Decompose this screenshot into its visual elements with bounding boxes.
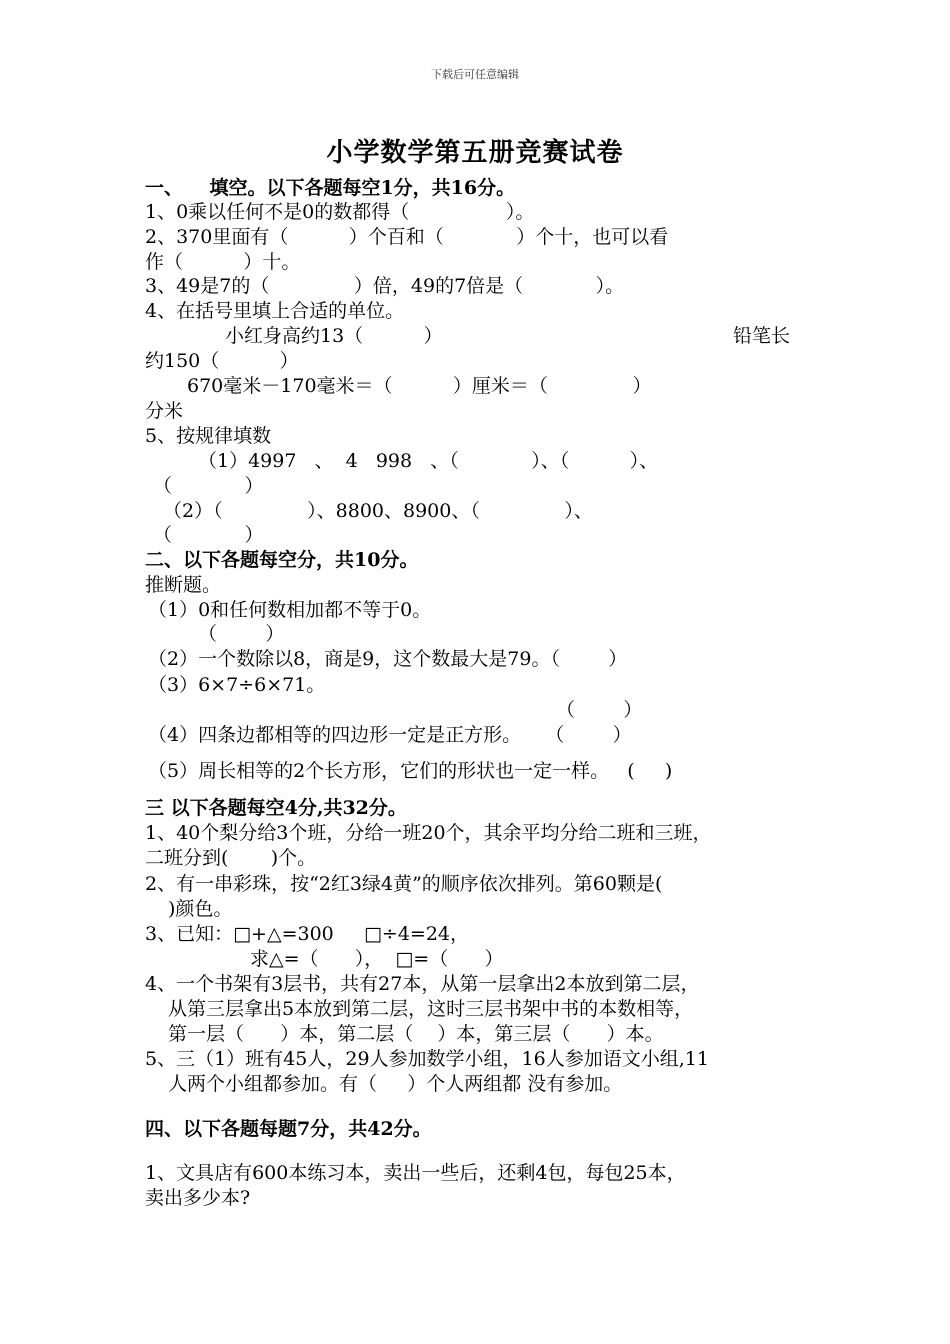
header-note: 下载后可任意编辑 bbox=[431, 68, 519, 81]
text-line: （ ） bbox=[198, 623, 285, 645]
text-line: 求△=（ ）， □=（ ） bbox=[250, 948, 504, 970]
text-line: （ ） bbox=[556, 699, 643, 721]
text-line: 1、0乘以任何不是0的数都得（ ）。 bbox=[145, 201, 535, 223]
text-line: 分米 bbox=[145, 400, 184, 422]
page-title: 小学数学第五册竞赛试卷 bbox=[326, 138, 624, 168]
text-line: 铅笔长 bbox=[733, 325, 791, 347]
text-line: （4）四条边都相等的四边形一定是正方形。 （ ） bbox=[148, 724, 632, 746]
text-line: 推断题。 bbox=[145, 574, 222, 596]
text-line: 3、49是7的（ ）倍，49的7倍是（ ）。 bbox=[145, 275, 625, 297]
text-line: 4、一个书架有3层书，共有27本，从第一层拿出2本放到第二层， bbox=[145, 973, 700, 995]
text-line: 3、已知：□+△=300 □÷4=24， bbox=[145, 923, 470, 945]
text-line: 约150（ ） bbox=[145, 350, 299, 372]
text-line: （2）（ ）、8800、8900、（ ）、 bbox=[163, 500, 593, 522]
text-line: 5、按规律填数 bbox=[145, 425, 272, 447]
text-line: 2、有一串彩珠，按“2红3绿4黄”的顺序依次排列。第60颗是( bbox=[145, 873, 663, 895]
text-line: )颜色。 bbox=[168, 898, 233, 920]
text-line: （2）一个数除以8，商是9，这个数最大是79。（ ） bbox=[148, 648, 628, 670]
text-line: 670毫米－170毫米＝（ ）厘米＝（ ） bbox=[187, 375, 652, 397]
text-line: 1、40个梨分给3个班，分给一班20个，其余平均分给二班和三班， bbox=[145, 822, 712, 844]
text-line: 卖出多少本? bbox=[145, 1187, 251, 1209]
section-heading: 四、以下各题每题7分，共42分。 bbox=[145, 1118, 432, 1140]
text-line: 第一层（ ）本，第二层（ ）本，第三层（ ）本。 bbox=[168, 1023, 664, 1045]
section-heading: 三 以下各题每空4分,共32分。 bbox=[145, 797, 407, 819]
section-heading: 二、以下各题每空分，共10分。 bbox=[145, 549, 419, 571]
text-line: 从第三层拿出5本放到第二层，这时三层书架中书的本数相等， bbox=[168, 998, 694, 1020]
text-line: （5）周长相等的2个长方形，它们的形状也一定一样。 ( ) bbox=[148, 760, 673, 782]
text-line: 作（ ）十。 bbox=[145, 251, 301, 273]
text-line: （1）0和任何数相加都不等于0。 bbox=[148, 599, 432, 621]
text-line: 二班分到( )个。 bbox=[145, 847, 317, 869]
section-heading: 一、 填空。以下各题每空1分，共16分。 bbox=[145, 177, 516, 199]
text-line: （ ） bbox=[153, 524, 264, 546]
text-line: （3）6×7÷6×71。 bbox=[148, 674, 326, 696]
text-line: 5、三（1）班有45人，29人参加数学小组，16人参加语文小组,11 bbox=[145, 1048, 709, 1070]
text-line: 2、370里面有（ ）个百和（ ）个十，也可以看 bbox=[145, 226, 669, 248]
text-line: 小红身高约13（ ） bbox=[225, 325, 443, 347]
text-line: 1、文具店有600本练习本，卖出一些后，还剩4包，每包25本， bbox=[145, 1162, 686, 1184]
text-line: 4、在括号里填上合适的单位。 bbox=[145, 300, 405, 322]
text-line: （1）4997 、 4 998 、（ ）、（ ）、 bbox=[198, 450, 659, 472]
text-line: （ ） bbox=[153, 475, 264, 497]
text-line: 人两个小组都参加。有（ ）个人两组都 没有参加。 bbox=[168, 1073, 623, 1095]
